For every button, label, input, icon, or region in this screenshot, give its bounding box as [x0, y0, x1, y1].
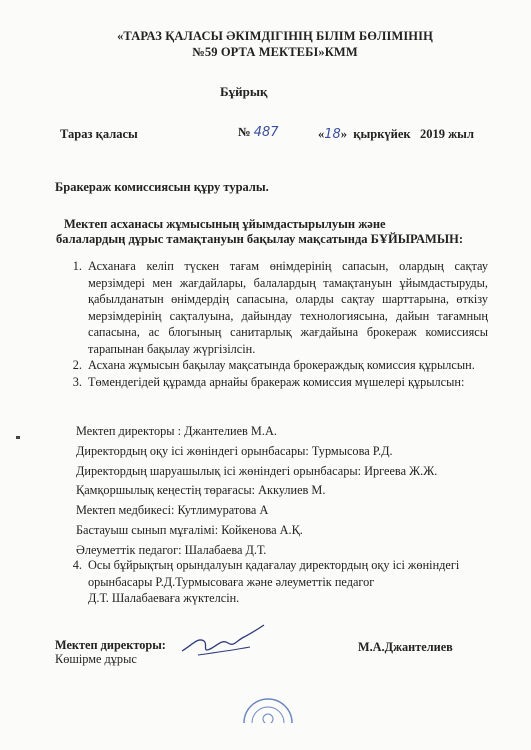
- item-text: [88, 557, 488, 607]
- list-item: [56, 357, 488, 374]
- handwritten-day: 18: [324, 127, 341, 142]
- date-month-year: қыркүйек 2019 жыл: [347, 127, 474, 141]
- order-item-4: [56, 557, 488, 607]
- list-item: [56, 258, 488, 357]
- item-text: Асханаға келіп түскен тағам өнімдерінің сапасын, олардың сақтау мерзімдері мен жағдайлары, балалардың тамақтануын ұйымдастыруды, қабылданатын өнімдердің сапасына, оларды сақтау шарттарына, өткізу мерзімдерінің сақталуына, дайындау технологиясына, дайын тағамның сапасына, ас блогының санитарлық жағдайына брокераж комиссиясы тарапынан бақылау жүргізілсін.: [88, 259, 488, 356]
- org-line-2: №59 ОРТА МЕКТЕБІ»КММ: [192, 45, 358, 59]
- copy-certified-label: Көшірме дұрыс: [55, 652, 137, 666]
- signature-icon: [178, 615, 268, 665]
- order-title: Бұйрық: [220, 84, 268, 99]
- order-date: [318, 127, 474, 142]
- date-open-quote: «: [318, 127, 325, 141]
- member-line: Мектеп медбикесі: Кутлимуратова А: [76, 503, 269, 518]
- seal-stamp-icon: [238, 683, 298, 723]
- item4-line-3: Д.Т. Шалабаеваға жүктелсін.: [88, 591, 240, 605]
- member-line: Бастауыш сынып мұғалімі: Койкенова А.Қ.: [76, 522, 303, 537]
- handwritten-number: 487: [253, 125, 279, 140]
- member-line: Қамқоршылық кеңестің төрағасы: Аккулиев М.: [76, 483, 326, 498]
- list-item: [56, 374, 488, 391]
- item4-line-2: орынбасары Р.Д.Турмысоваға және әлеуметтік педагог: [88, 574, 375, 589]
- item4-line-1: Осы бұйрықтың орындалуын қадағалау директордың оқу ісі жөніндегі: [88, 558, 460, 572]
- director-name: М.А.Джантелиев: [358, 640, 453, 654]
- order-subject: Бракераж комиссиясын құру туралы.: [55, 180, 269, 194]
- order-items: [56, 258, 488, 390]
- item-number: 4.: [72, 558, 82, 572]
- date-close-quote: »: [340, 127, 348, 141]
- list-item: [56, 557, 488, 607]
- member-line: Мектеп директоры : Джантелиев М.А.: [76, 424, 277, 438]
- director-label: Мектеп директоры:: [55, 638, 166, 652]
- item-number: 1.: [72, 259, 82, 273]
- commission-members: [76, 422, 437, 561]
- item-text: Асхана жұмысын бақылау мақсатында брокераждық комиссия құрылсын.: [88, 358, 475, 372]
- member-line: Директордың шаруашылық ісі жөніндегі орынбасары: Иргеева Ж.Ж.: [76, 463, 438, 478]
- intro-line-2: балалардың дұрыс тамақтануын бақылау мақсатында БҰЙЫРАМЫН:: [56, 232, 463, 246]
- item-number: 2.: [72, 358, 82, 372]
- item-number: 3.: [72, 374, 82, 389]
- city-label: Тараз қаласы: [60, 127, 138, 141]
- number-prefix: №: [238, 125, 251, 139]
- intro-line-1: Мектеп асханасы жұмысының ұйымдастырылуын және: [64, 217, 386, 231]
- member-line: Директордың оқу ісі жөніндегі орынбасары: Турмысова Р.Д.: [76, 443, 393, 458]
- intro-paragraph: [56, 217, 486, 247]
- org-line-1: «ТАРАЗ ҚАЛАСЫ ӘКІМДІГІНІҢ БІЛІМ БӨЛІМІНІҢ: [117, 29, 433, 43]
- member-line: Әлеуметтік педагог: Шалабаева Д.Т.: [76, 542, 267, 557]
- order-number: [238, 125, 279, 140]
- margin-mark: [16, 436, 20, 439]
- organization-header: [60, 28, 490, 60]
- item-text: Төмендегідей құрамда арнайы бракераж комиссия мүшелері құрылсын:: [88, 374, 465, 389]
